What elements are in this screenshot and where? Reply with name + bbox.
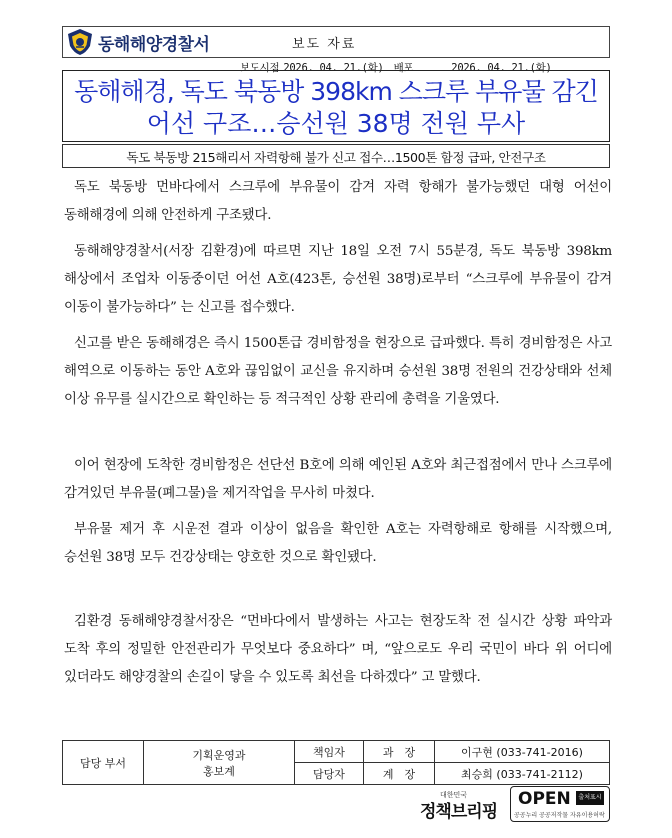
body-paragraph-3: 신고를 받은 동해해경은 즉시 1500톤급 경비함정을 현장으로 급파했다. 특히 경비함정은 사고 해역으로 이동하는 동안 A호와 끊임없이 교신을 유지하며 승선원 38명 전원의 건강상태와 선체 이상 유무를 실시간으로 확인하는 등 적극적인 상황 관리에 총력을 기울였다. <box>64 336 612 407</box>
body-paragraph-2: 동해해양경찰서(서장 김환경)에 따르면 지난 18일 오전 7시 55분경, 독도 북동방 398km 해상에서 조업차 이동중이던 어선 A호(423톤, 승선원 38명)로부터 “스크루에 부유물이 감겨 이동이 불가능하다” 는 신고를 접수했다. <box>64 244 612 315</box>
body-paragraph-5: 부유물 제거 후 시운전 결과 이상이 없음을 확인한 A호는 자력항해로 항해를 시작했으며, 승선원 38명 모두 건강상태는 양호한 것으로 확인됐다. <box>64 522 612 565</box>
staff-role: 계 장 <box>364 763 435 785</box>
resp-role: 과 장 <box>364 741 435 763</box>
attribution-tag: 출처표시 <box>576 791 604 805</box>
doc-type-label: 보도 자료 <box>292 37 357 52</box>
dept-label: 담당 부서 <box>63 741 144 785</box>
report-time-label: 보도시점 <box>240 62 280 74</box>
report-time: 2026. 04. 21.(화) <box>283 62 384 74</box>
headline-line-2: 어선 구조…승선원 38명 전원 무사 <box>146 109 526 138</box>
resp-name: 이구현 (033-741-2016) <box>435 741 610 763</box>
dept-value-2: 홍보계 <box>203 764 235 778</box>
dept-value <box>144 741 295 785</box>
body-paragraph-4: 이어 현장에 도착한 경비함정은 선단선 B호에 의해 예인된 A호와 최근접점에서 만나 스크루에 감겨있던 부유물(폐그물)을 제거작업을 무사히 마쳤다. <box>64 458 612 501</box>
staff-label: 담당자 <box>295 763 364 785</box>
distribute-time: 2026. 04. 21.(화) <box>451 62 552 74</box>
contact-table <box>62 740 610 785</box>
body-paragraph-6: 김환경 동해해양경찰서장은 “먼바다에서 발생하는 사고는 현장도착 전 실시간 상황 파악과 도착 후의 정밀한 안전관리가 무엇보다 중요하다” 며, “앞으로도 우리 국민이 바다 위 어디에 있더라도 해양경찰의 손길이 닿을 수 있도록 최선을 다하겠다” 고 말했다. <box>64 614 612 685</box>
subtitle: 독도 북동방 215해리서 자력항해 불가 신고 접수…1500톤 함정 급파, 안전구조 <box>126 150 546 165</box>
resp-label: 책임자 <box>295 741 364 763</box>
policy-briefing-logo: 정책브리핑 <box>420 802 498 822</box>
dept-value-1: 기획운영과 <box>192 748 246 762</box>
staff-name: 최승희 (033-741-2112) <box>435 763 610 785</box>
org-name: 동해해양경찰서 <box>98 35 210 55</box>
kogl-subtext: 공공누리 공공저작물 자유이용허락 <box>514 812 605 819</box>
policy-briefing-small-text: 대한민국 <box>440 791 468 799</box>
body-paragraph-1: 독도 북동방 먼바다에서 스크루에 부유물이 감겨 자력 항해가 불가능했던 대형 어선이 동해해경에 의해 안전하게 구조됐다. <box>64 180 612 223</box>
headline-line-1: 동해해경, 독도 북동방 398km 스크루 부유물 감긴 <box>74 77 598 106</box>
open-logo-text: OPEN <box>518 789 571 809</box>
coast-guard-emblem-icon <box>66 28 94 56</box>
distribute-label: 배포 <box>393 62 414 74</box>
